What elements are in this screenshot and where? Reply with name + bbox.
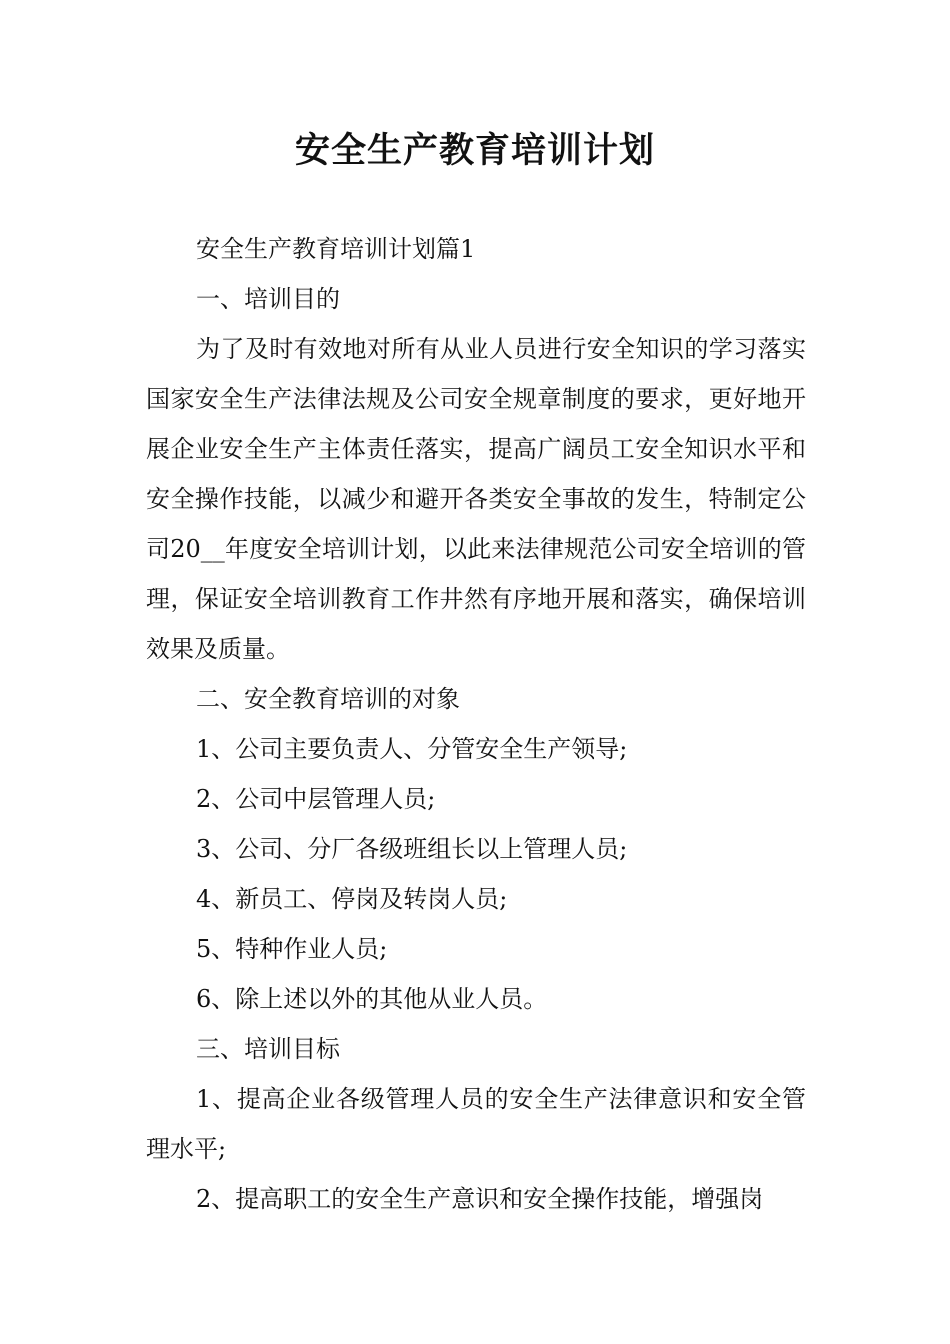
section-heading-targets: 二、安全教育培训的对象 — [196, 685, 460, 713]
list-item: 4、新员工、停岗及转岗人员; — [196, 885, 508, 913]
document-body — [146, 224, 806, 1224]
list-item: 1、提高企业各级管理人员的安全生产法律意识和安全管理水平; — [146, 1085, 806, 1163]
list-item: 1、公司主要负责人、分管安全生产领导; — [196, 735, 628, 763]
list-item: 2、提高职工的安全生产意识和安全操作技能，增强岗 — [196, 1185, 764, 1213]
list-item: 3、公司、分厂各级班组长以上管理人员; — [196, 835, 628, 863]
section-heading-goals: 三、培训目标 — [196, 1035, 340, 1063]
list-item: 5、特种作业人员; — [196, 935, 388, 963]
document-title: 安全生产教育培训计划 — [294, 130, 655, 171]
paragraph-purpose: 为了及时有效地对所有从业人员进行安全知识的学习落实国家安全生产法律法规及公司安全规章制度的要求，更好地开展企业安全生产主体责任落实，提高广阔员工安全知识水平和安全操作技能，以减少和避开各类安全事故的发生，特制定公司20__年度安全培训计划，以此来法律规范公司安全培训的管理，保证安全培训教育工作井然有序地开展和落实，确保培训效果及质量。 — [146, 335, 806, 663]
section-subtitle: 安全生产教育培训计划篇1 — [196, 235, 476, 263]
list-item: 6、除上述以外的其他从业人员。 — [196, 985, 548, 1013]
list-item: 2、公司中层管理人员; — [196, 785, 436, 813]
section-heading-purpose: 一、培训目的 — [196, 285, 340, 313]
